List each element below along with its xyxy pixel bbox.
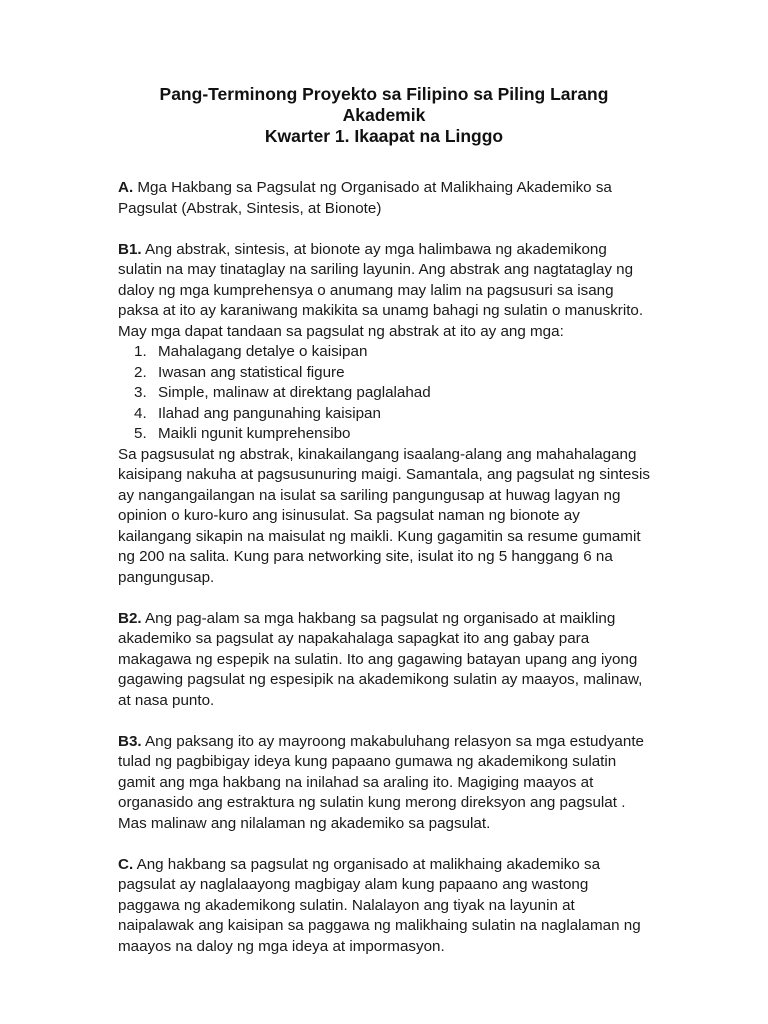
title-line-1: Pang-Terminong Proyekto sa Filipino sa Piling Larang Akademik	[159, 84, 609, 125]
document-title	[118, 84, 650, 147]
list-item: 3. Simple, malinaw at direktang paglalahad	[134, 384, 431, 401]
section-b1-text: Ang abstrak, sintesis, at bionote ay mga halimbawa ng akademikong sulatin na may tinataglay na sariling layunin. Ang abstrak ang nagtataglay ng daloy ng mga kumprehensya o anumang may lalim na pagsusuri sa isang paksa at ito ay karaniwang makikita sa unamg bahagi ng sulatin o manuskrito.	[118, 240, 644, 319]
section-c-text: Ang hakbang sa pagsulat ng organisado at malikhaing akademiko sa pagsulat ay naglalaayong magbigay alam kung papaano ang wastong paggawa ng akademikong sulatin. Nalalayon ang tiyak na layunin at naipalawak ang kaisipan sa paggawa ng malikhaing sulatin na naglalaman ng maayos na daloy ng mga ideya at impormasyon.	[118, 855, 641, 955]
section-a-text: Mga Hakbang sa Pagsulat ng Organisado at Malikhaing Akademiko sa Pagsulat (Abstrak, Sintesis, at Bionote)	[118, 179, 612, 217]
section-b1-closing: Sa pagsusulat ng abstrak, kinakailangang isaalang-alang ang mahahalagang kaisipang nakuha at pagsusunuring maigi. Samantala, ang pagsulat ng sintesis ay nangangailangan na isulat sa sariling pangungusap at huwag lagyan ng opinion o kuro-kuro ang isinusulat. Sa pagsulat naman ng bionote ay kailangang sikapin na maisulat ng maikli. Kung gagamitin sa resume gumamit ng 200 na salita. Kung para networking site, isulat ito ng 5 hanggang 6 na pangungusap.	[118, 445, 650, 586]
list-item: 1. Mahalagang detalye o kaisipan	[134, 343, 368, 360]
list-item: 2. Iwasan ang statistical figure	[134, 363, 345, 381]
section-b2-label: B2.	[118, 609, 142, 627]
section-b2	[118, 609, 650, 712]
list-item: 5. Maikli ngunit kumprehensibo	[134, 425, 351, 442]
section-b1	[118, 240, 650, 322]
section-b3-text: Ang paksang ito ay mayroong makabuluhang relasyon sa mga estudyante tulad ng pagbibigay ideya kung papaano gumawa ng akademikong sulatin gamit ang mga hakbang na inilahad sa araling ito. Magiging maayos at organasido ang estraktura ng sulatin kung merong direksyon ang pagsulat . Mas malinaw ang nilalaman ng akademiko sa pagsulat.	[118, 732, 644, 832]
list-item: 4. Ilahad ang pangunahing kaisipan	[134, 404, 381, 422]
section-a-label: A.	[118, 179, 134, 196]
section-b1-intro: May mga dapat tandaan sa pagsulat ng abstrak at ito ay ang mga:	[118, 322, 564, 340]
section-c-label: C.	[118, 855, 134, 873]
section-c	[118, 855, 650, 958]
section-b3-label: B3.	[118, 732, 142, 750]
section-a	[118, 178, 650, 219]
section-b2-text: Ang pag-alam sa mga hakbang sa pagsulat ng organisado at maikling akademiko sa pagsulat ay napakahalaga sapagkat ito ang gabay para makagawa ng espepik na sulatin. Ito ang gagawing batayan upang ang iyong gagawing pagsulat ng espesipik na akademikong sulatin ay maayos, malinaw, at nasa punto.	[118, 609, 643, 709]
section-b3	[118, 732, 650, 835]
abstract-tips-list	[118, 342, 650, 445]
title-line-2: Kwarter 1. Ikaapat na Linggo	[264, 126, 504, 146]
section-b1-label: B1.	[118, 240, 142, 258]
